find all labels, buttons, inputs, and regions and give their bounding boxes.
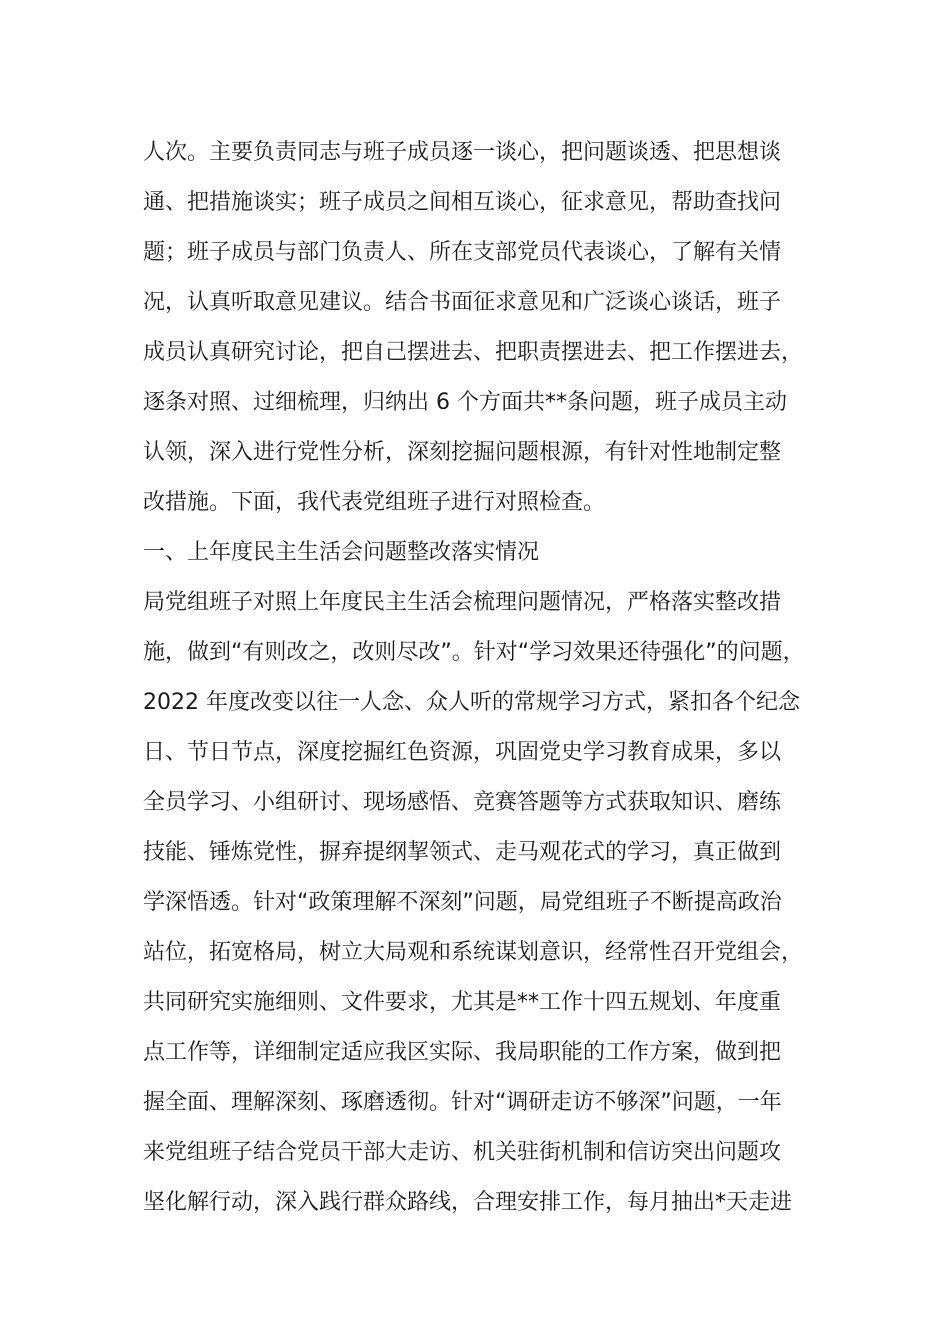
text-line: 成员认真研究讨论，把自己摆进去、把职责摆进去、把工作摆进去， — [143, 340, 804, 365]
text-line: 日、节日节点，深度挖掘红色资源，巩固党史学习教育成果，多以 — [143, 740, 782, 765]
text-line: 通、把措施谈实；班子成员之间相互谈心，征求意见，帮助查找问 — [143, 190, 782, 215]
text-line: 坚化解行动，深入践行群众路线，合理安排工作，每月抽出*天走进 — [143, 1190, 793, 1215]
text-line: 况，认真听取意见建议。结合书面征求意见和广泛谈心谈话，班子 — [143, 290, 782, 315]
text-line: 改措施。下面，我代表党组班子进行对照检查。 — [143, 490, 606, 515]
text-line: 逐条对照、过细梳理，归纳出 6 个方面共**条问题，班子成员主动 — [143, 390, 787, 415]
text-line: 题；班子成员与部门负责人、所在支部党员代表谈心，了解有关情 — [143, 240, 782, 265]
text-line: 局党组班子对照上年度民主生活会梳理问题情况，严格落实整改措 — [143, 590, 782, 615]
text-line: 学深悟透。针对“政策理解不深刻”问题，局党组班子不断提高政治 — [143, 890, 782, 915]
text-line: 全员学习、小组研讨、现场感悟、竞赛答题等方式获取知识、磨练 — [143, 790, 782, 815]
text-line: 来党组班子结合党员干部大走访、机关驻街机制和信访突出问题攻 — [143, 1140, 782, 1165]
text-line: 握全面、理解深刻、琢磨透彻。针对“调研走访不够深”问题，一年 — [143, 1090, 782, 1115]
text-line: 人次。主要负责同志与班子成员逐一谈心，把问题谈透、把思想谈 — [143, 140, 782, 165]
text-line: 2022 年度改变以往一人念、众人听的常规学习方式，紧扣各个纪念 — [143, 690, 800, 715]
text-line: 点工作等，详细制定适应我区实际、我局职能的工作方案，做到把 — [143, 1040, 782, 1065]
text-line: 共同研究实施细则、文件要求，尤其是**工作十四五规划、年度重 — [143, 990, 782, 1015]
text-line: 技能、锤炼党性，摒弃提纲挈领式、走马观花式的学习，真正做到 — [143, 840, 782, 865]
text-line: 施，做到“有则改之，改则尽改”。针对“学习效果还待强化”的问题， — [143, 640, 805, 665]
text-line: 认领，深入进行党性分析，深刻挖掘问题根源，有针对性地制定整 — [143, 440, 782, 465]
section-heading: 一、上年度民主生活会问题整改落实情况 — [143, 540, 540, 565]
text-line: 站位，拓宽格局，树立大局观和系统谋划意识，经常性召开党组会， — [143, 940, 804, 965]
body-text — [143, 128, 843, 1228]
